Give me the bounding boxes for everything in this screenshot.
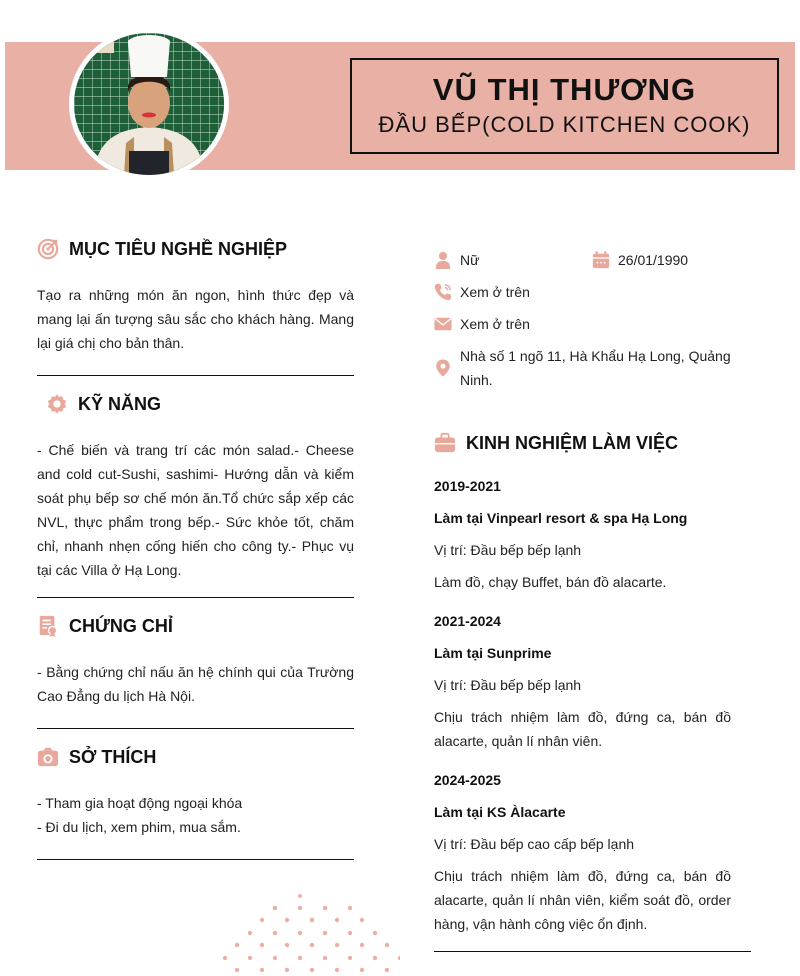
phone-value: Xem ở trên [460,284,530,300]
briefcase-icon [434,432,456,454]
target-icon [37,238,59,260]
divider [37,375,354,376]
divider [434,951,751,952]
divider [37,597,354,598]
experience-company: Làm tại Vinpearl resort & spa Hạ Long [434,510,688,526]
experience-item [434,474,731,594]
divider [37,859,354,860]
calendar-icon [592,251,610,269]
experience-company: Làm tại Sunprime [434,645,552,661]
section-title: SỞ THÍCH [69,746,157,767]
section-skills-heading [46,393,161,415]
gender-value: Nữ [460,252,480,268]
gear-icon [46,393,68,415]
phone-icon [434,283,452,301]
section-title: CHỨNG CHỈ [69,615,173,636]
section-title: KỸ NĂNG [78,393,162,414]
person-icon [434,251,452,269]
section-experience-heading [434,432,678,454]
experience-company: Làm tại KS Àlacarte [434,804,566,820]
experience-period: 2021-2024 [434,613,501,629]
section-certificates-heading [37,615,173,637]
name-title-box [350,58,779,154]
experience-description: Chịu trách nhiệm làm đồ, đứng ca, bán đồ alacarte, quản lí nhân viên. [434,709,731,749]
divider [37,728,354,729]
experience-period: 2019-2021 [434,478,501,494]
section-objective-heading [37,238,287,260]
certificates-text: - Bằng chứng chỉ nấu ăn hệ chính qui của Trường Cao Đẳng du lịch Hà Nội. [37,664,354,704]
info-address [434,344,734,392]
email-value: Xem ở trên [460,316,530,332]
info-gender [434,248,479,272]
hobbies-list [37,791,354,839]
experience-item [434,768,731,936]
info-email [434,312,530,336]
info-phone [434,280,530,304]
camera-icon [37,746,59,768]
section-title: MỤC TIÊU NGHỀ NGHIỆP [69,238,288,259]
experience-position: Vị trí: Đầu bếp bếp lạnh [434,542,582,558]
certificate-icon [37,615,59,637]
hobby-item: - Đi du lịch, xem phim, mua sắm. [37,819,241,835]
experience-position: Vị trí: Đầu bếp cao cấp bếp lạnh [434,836,635,852]
section-hobbies-heading [37,746,156,768]
objective-text: Tạo ra những món ăn ngon, hình thức đẹp và mang lại ấn tượng sâu sắc cho khách hàng. Mang lại giá chị cho bản thân. [37,287,354,351]
avatar-photo [74,33,224,175]
job-title: ĐẦU BẾP(COLD KITCHEN COOK) [378,112,751,137]
section-title: KINH NGHIỆM LÀM VIỆC [466,432,679,453]
decorative-dots [200,890,400,976]
hobby-item: - Tham gia hoạt động ngoại khóa [37,795,243,811]
experience-position: Vị trí: Đầu bếp bếp lạnh [434,677,582,693]
candidate-name: VŨ THỊ THƯƠNG [432,72,697,107]
address-value: Nhà số 1 ngõ 11, Hà Khẩu Hạ Long, Quảng Ninh. [460,348,731,388]
experience-description: Làm đồ, chạy Buffet, bán đồ alacarte. [434,574,667,590]
skills-text: - Chế biến và trang trí các món salad.- Cheese and cold cut-Sushi, sashimi- Hướng dẫn và kiểm soát phụ bếp sơ chế món ăn.Tổ chức sắp xếp các NVL, thực phẩm trong bếp.- Sức khỏe tốt, chăm chỉ, nhanh nhẹn cống hiến cho công ty.- Phục vụ tại các Villa ở Hạ Long. [37,442,354,578]
experience-description: Chịu trách nhiệm làm đồ, đứng ca, bán đồ alacarte, quản lí nhân viên, kiểm soát đồ, order hàng, vận hành công việc ổn định. [434,868,731,932]
experience-period: 2024-2025 [434,772,501,788]
info-dob [592,248,688,272]
mail-icon [434,315,452,333]
avatar [69,28,229,180]
experience-item [434,609,731,753]
dob-value: 26/01/1990 [618,252,689,268]
location-pin-icon [434,359,452,377]
